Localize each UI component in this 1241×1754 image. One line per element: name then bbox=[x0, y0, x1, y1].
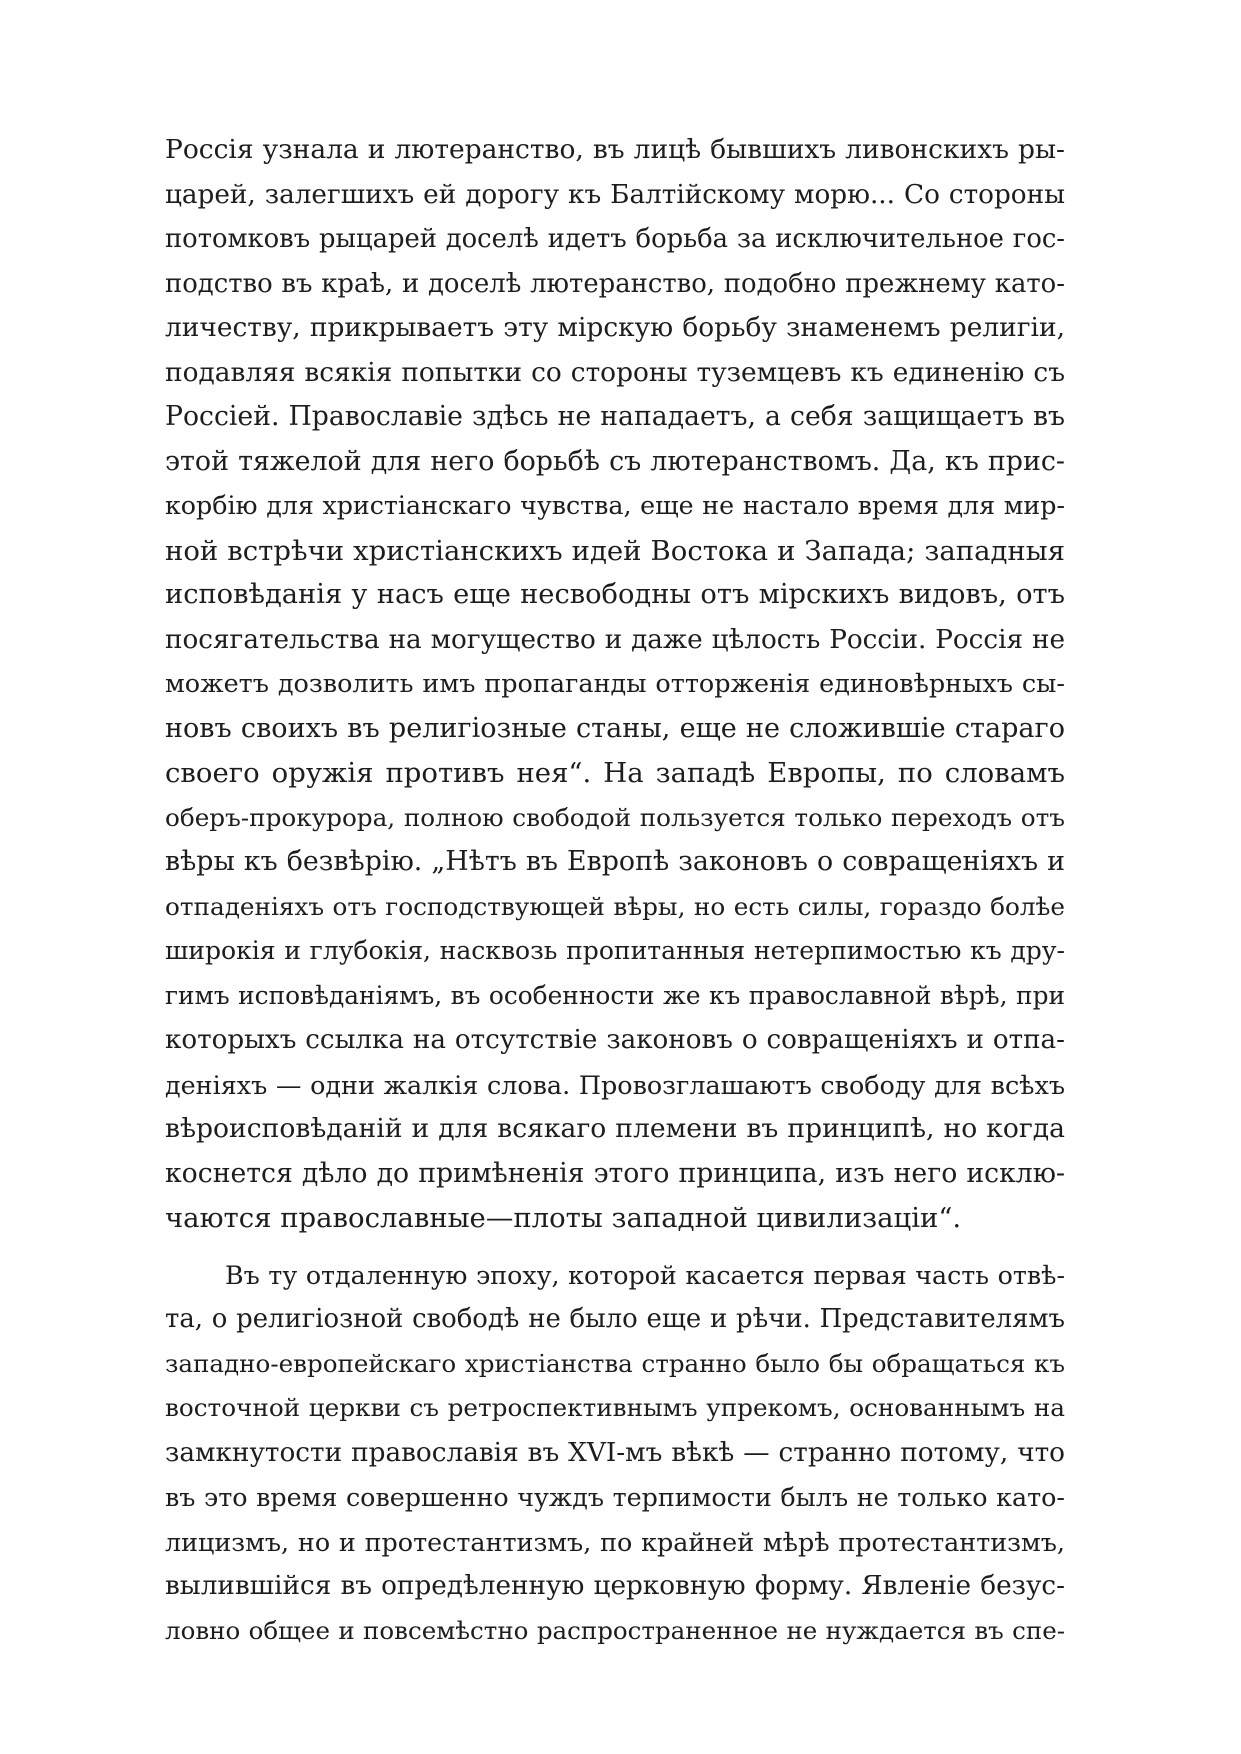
text-line: личеству, прикрываетъ эту мірскую борьбу знаменемъ религіи, bbox=[165, 312, 1065, 343]
text-line: своего оружія противъ нея“. На западѣ Европы, по словамъ bbox=[165, 757, 1065, 789]
text-line: потомковъ рыцарей доселѣ идетъ борьба за исключительное гос- bbox=[165, 224, 1065, 254]
text-line: которыхъ ссылка на отсутствіе законовъ о совращеніяхъ и отпа- bbox=[165, 1025, 1065, 1055]
text-line: восточной церкви съ ретроспективнымъ упрекомъ, основаннымъ на bbox=[165, 1393, 1065, 1422]
text-line: широкія и глубокія, насквозь пропитанныя нетерпимостью къ дру- bbox=[165, 936, 1065, 965]
text-line: ной встрѣчи христіанскихъ идей Востока и Запада; западныя bbox=[165, 534, 1065, 567]
text-line: западно-европейскаго христіанства странно было бы обращаться къ bbox=[165, 1348, 1065, 1378]
text-line: подавляя всякія попытки со стороны туземцевъ къ единенію съ bbox=[165, 356, 1065, 388]
text-line: въ это время совершенно чуждъ терпимости былъ не только като- bbox=[165, 1482, 1065, 1512]
text-line: царей, залегшихъ ей дорогу къ Балтійскому морю... Со стороны bbox=[165, 179, 1065, 210]
text-line: Россіей. Православіе здѣсь не нападаетъ, а себя защищаетъ въ bbox=[165, 401, 1065, 432]
text-line: можетъ дозволить имъ пропаганды отторженія единовѣрныхъ сы- bbox=[165, 669, 1065, 699]
paragraph-1 bbox=[165, 128, 1065, 1241]
text-line: гимъ исповѣданіямъ, въ особенности же къ православной вѣрѣ, при bbox=[165, 980, 1065, 1010]
text-line: коснется дѣло до примѣненія этого принципа, изъ него исклю- bbox=[165, 1157, 1065, 1189]
text-line: вѣры къ безвѣрію. „Нѣтъ въ Европѣ законовъ о совращеніяхъ и bbox=[165, 846, 1065, 877]
text-line: отпаденіяхъ отъ господствующей вѣры, но есть силы, гораздо болѣе bbox=[165, 891, 1065, 921]
text-line: та, о религіозной свободѣ не было еще и рѣчи. Представителямъ bbox=[165, 1304, 1065, 1334]
text-line: Россія узнала и лютеранство, въ лицѣ бывшихъ ливонскихъ ры- bbox=[165, 134, 1065, 165]
text-line: чаются православные—плоты западной цивилизаціи“. bbox=[165, 1202, 962, 1234]
text-line: вылившійся въ опредѣленную церковную форму. Явленіе безус- bbox=[165, 1571, 1065, 1601]
text-line: замкнутости православія въ XVI-мъ вѣкѣ — странно потому, что bbox=[165, 1437, 1065, 1468]
text-line: посягательства на могущество и даже цѣлость Россіи. Россія не bbox=[165, 624, 1065, 655]
paragraph-spacer bbox=[165, 1241, 1065, 1253]
text-line: деніяхъ — одни жалкія слова. Провозглашаютъ свободу для всѣхъ bbox=[165, 1069, 1065, 1100]
text-line: вѣроисповѣданій и для всякаго племени въ принципѣ, но когда bbox=[165, 1113, 1065, 1144]
text-line: корбію для христіанскаго чувства, еще не настало время для мир- bbox=[165, 491, 1065, 520]
text-line: Въ ту отдаленную эпоху, которой касается первая часть отвѣ- bbox=[225, 1259, 1065, 1290]
text-line: подство въ краѣ, и доселѣ лютеранство, подобно прежнему като- bbox=[165, 268, 1065, 299]
paragraph-2 bbox=[165, 1253, 1065, 1654]
text-line: ловно общее и повсемѣстно распространенное не нуждается въ спе- bbox=[165, 1615, 1065, 1645]
text-line: исповѣданія у насъ еще несвободны отъ мірскихъ видовъ, отъ bbox=[165, 579, 1065, 610]
text-line: новъ своихъ въ религіозные станы, еще не сложившіе стараго bbox=[165, 712, 1065, 744]
text-line: оберъ-прокурора, полною свободой пользуется только переходъ отъ bbox=[165, 802, 1065, 832]
text-line: этой тяжелой для него борьбѣ съ лютеранствомъ. Да, къ приc- bbox=[165, 445, 1065, 477]
page-body-text bbox=[165, 128, 1065, 1653]
text-line: лицизмъ, но и протестантизмъ, по крайней мѣрѣ протестантизмъ, bbox=[165, 1526, 1065, 1557]
